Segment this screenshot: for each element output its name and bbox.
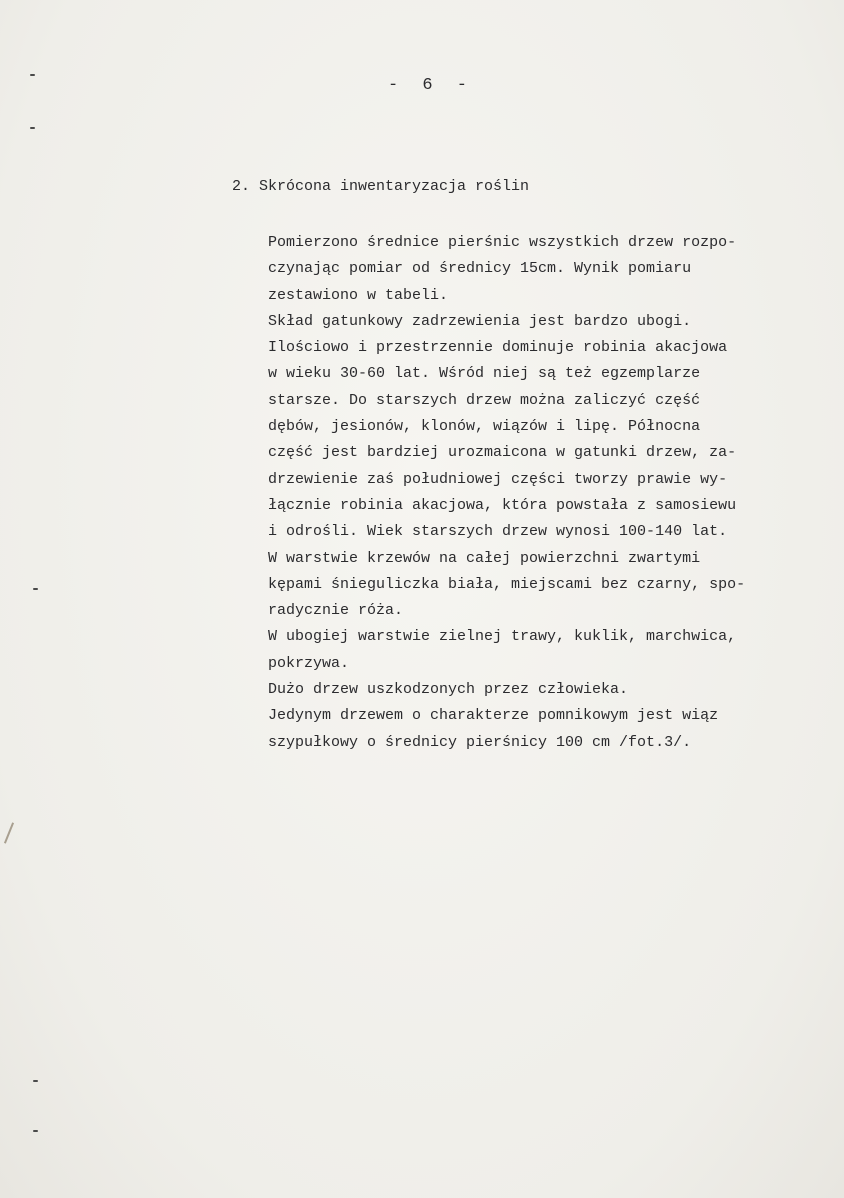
- text-line: drzewienie zaś południowej części tworzy prawie wy-: [268, 470, 728, 488]
- text-line: Skład gatunkowy zadrzewienia jest bardzo ubogi.: [268, 312, 692, 330]
- text-line: szypułkowy o średnicy pierśnicy 100 cm /fot.3/.: [268, 733, 692, 751]
- text-line: W ubogiej warstwie zielnej trawy, kuklik, marchwica,: [268, 628, 737, 646]
- text-line: radycznie róża.: [268, 602, 404, 620]
- scan-mark: [33, 1130, 38, 1132]
- scan-stroke: [4, 822, 14, 843]
- text-line: dębów, jesionów, klonów, wiązów i lipę. Północna: [268, 418, 701, 436]
- section-heading: 2. Skrócona inwentaryzacja roślin: [232, 178, 530, 195]
- body-paragraph: [268, 230, 828, 756]
- text-line: Pomierzono średnice pierśnic wszystkich drzew rozpo-: [268, 234, 737, 251]
- page-number: - 6 -: [388, 76, 475, 95]
- text-line: Dużo drzew uszkodzonych przez człowieka.: [268, 681, 629, 699]
- text-line: W warstwie krzewów na całej powierzchni zwartymi: [268, 549, 701, 567]
- text-line: pokrzywa.: [268, 654, 350, 672]
- scan-mark: [33, 588, 38, 590]
- text-line: i odrośli. Wiek starszych drzew wynosi 100-140 lat.: [268, 523, 728, 541]
- text-line: starsze. Do starszych drzew można zaliczyć część: [268, 391, 701, 409]
- text-line: w wieku 30-60 lat. Wśród niej są też egzemplarze: [268, 365, 701, 383]
- text-line: Jedynym drzewem o charakterze pomnikowym jest wiąz: [268, 707, 719, 725]
- text-line: Ilościowo i przestrzennie dominuje robinia akacjowa: [268, 339, 728, 357]
- scan-mark: [30, 74, 35, 76]
- scan-mark: [30, 127, 35, 129]
- text-line: część jest bardziej urozmaicona w gatunki drzew, za-: [268, 444, 737, 462]
- scan-mark: [33, 1080, 38, 1082]
- text-line: kępami śnieguliczka biała, miejscami bez czarny, spo-: [268, 575, 746, 593]
- text-line: zestawiono w tabeli.: [268, 286, 449, 304]
- text-line: czynając pomiar od średnicy 15cm. Wynik pomiaru: [268, 260, 692, 278]
- text-line: łącznie robinia akacjowa, która powstała z samosiewu: [268, 496, 737, 514]
